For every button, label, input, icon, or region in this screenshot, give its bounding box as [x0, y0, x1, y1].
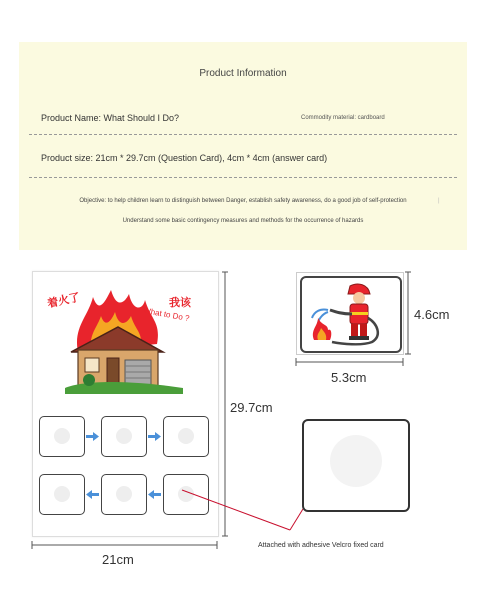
answer-card-frame	[300, 276, 402, 353]
question-card	[32, 271, 219, 537]
title-cn-right: 我该	[169, 297, 191, 309]
commodity-material: Commodity material: cardboard	[301, 115, 385, 121]
velcro-dot	[54, 428, 70, 444]
product-size: Product size: 21cm * 29.7cm (Question Card), 4cm * 4cm (answer card)	[41, 153, 328, 163]
arrow-left-icon	[86, 490, 99, 499]
height-label: 29.7cm	[230, 400, 273, 415]
answer-height-label: 4.6cm	[414, 307, 450, 322]
tick-mark: |	[438, 198, 440, 204]
answer-slot[interactable]	[39, 416, 85, 457]
product-name: Product Name: What Should I Do?	[41, 113, 180, 123]
firefighter-icon	[302, 278, 400, 351]
arrow-left-icon	[148, 490, 161, 499]
velcro-dot	[178, 486, 194, 502]
velcro-dot	[116, 428, 132, 444]
divider-dashed	[29, 134, 457, 135]
velcro-dot-large	[330, 435, 382, 487]
answer-slot[interactable]	[101, 416, 147, 457]
arrow-right-icon	[86, 432, 99, 441]
answer-slot[interactable]	[39, 474, 85, 515]
product-info-panel	[19, 42, 467, 250]
title-cn-left: 着火了	[46, 291, 82, 311]
divider-dashed	[29, 177, 457, 178]
objective-line-2: Understand some basic contingency measures and methods for the occurrence of hazards	[122, 218, 364, 224]
velcro-caption: Attached with adhesive Velcro fixed card	[258, 542, 384, 549]
title-en: What to Do ?	[142, 306, 191, 323]
answer-width-label: 5.3cm	[331, 370, 367, 385]
info-title: Product Information	[199, 68, 287, 79]
answer-slot[interactable]	[163, 416, 209, 457]
answer-slot[interactable]	[101, 474, 147, 515]
velcro-dot	[116, 486, 132, 502]
arrow-right-icon	[148, 432, 161, 441]
velcro-card	[302, 419, 410, 512]
answer-slot[interactable]	[163, 474, 209, 515]
velcro-dot	[54, 486, 70, 502]
velcro-dot	[178, 428, 194, 444]
objective-line-1: Objective: to help children learn to distinguish between Danger, establish safety awareness, do a good job of self-protection	[79, 198, 407, 204]
answer-card	[296, 272, 404, 355]
width-label: 21cm	[102, 552, 134, 567]
